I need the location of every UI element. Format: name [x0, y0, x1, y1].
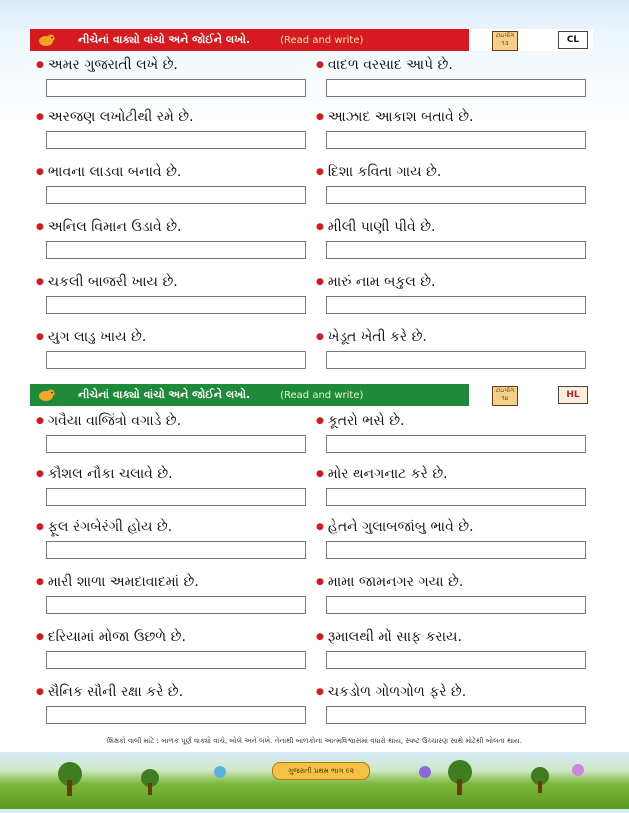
sentence-text: ● ચકલી બાજરી ખાય છે.	[36, 271, 296, 293]
sentence-text: ● ચકડોળ ગોળગોળ ફરે છે.	[316, 681, 576, 703]
write-box[interactable]	[46, 488, 306, 506]
page-number-label: ગુજરાતી પ્રથમ ભાગ ૯૨	[272, 762, 370, 780]
list-item	[316, 681, 576, 733]
write-box[interactable]	[326, 296, 586, 314]
section1-level-tag: CL	[558, 31, 588, 49]
write-box[interactable]	[46, 596, 306, 614]
sentence-text: ● ગવૈયા વાજિંત્રો વગાડે છે.	[36, 410, 296, 432]
write-box[interactable]	[46, 241, 306, 259]
write-box[interactable]	[46, 351, 306, 369]
ground-illustration	[0, 752, 629, 809]
list-item	[36, 161, 296, 213]
list-item	[36, 626, 296, 678]
list-item	[316, 54, 576, 106]
write-box[interactable]	[326, 596, 586, 614]
write-box[interactable]	[46, 296, 306, 314]
list-item	[316, 326, 576, 378]
write-box[interactable]	[326, 488, 586, 506]
sentence-text: ● ખેડૂત ખેતી કરે છે.	[316, 326, 576, 348]
sentence-text: ● વાદળ વરસાદ આપે છે.	[316, 54, 576, 76]
list-item	[316, 571, 576, 623]
list-item	[316, 516, 576, 568]
sentence-text: ● કૌશલ નૌકા ચલાવે છે.	[36, 463, 296, 485]
bird-icon	[36, 387, 56, 403]
list-item	[36, 516, 296, 568]
section2-instruction-en: (Read and write)	[280, 389, 364, 401]
write-box[interactable]	[326, 435, 586, 453]
list-item	[316, 106, 576, 158]
sentence-text: ● મીલી પાણી પીવે છે.	[316, 216, 576, 238]
list-item	[36, 216, 296, 268]
list-item	[316, 463, 576, 515]
sentence-text: ● કૂતરો ભસે છે.	[316, 410, 576, 432]
write-box[interactable]	[46, 131, 306, 149]
sentence-text: ● મામા જામનગર ગયા છે.	[316, 571, 576, 593]
section2-level-tag: HL	[558, 386, 588, 404]
list-item	[36, 410, 296, 462]
write-box[interactable]	[326, 241, 586, 259]
write-box[interactable]	[326, 706, 586, 724]
write-box[interactable]	[326, 541, 586, 559]
teacher-note: શિક્ષકો વાલી માટે : બાળક પૂર્ણ વાક્યો વાંચે, બોલે અને લખે. તેનાથી બાળકોના આત્મવિશ્વાસમાં વધારો થાય, સ્પષ્ટ ઉચ્ચારણ સાથે મોટેથી બોલતા થાય.	[106, 737, 522, 745]
write-box[interactable]	[46, 651, 306, 669]
section2-worksheet-badge: ટાઇપીંગ ૧૪	[492, 386, 518, 406]
sentence-text: ● આઝાદ આકાશ બતાવે છે.	[316, 106, 576, 128]
section2-header	[30, 384, 593, 406]
list-item	[316, 161, 576, 213]
section1-instruction-en: (Read and write)	[280, 34, 364, 46]
sentence-text: ● અમર ગુજરાતી લખે છે.	[36, 54, 296, 76]
write-box[interactable]	[46, 541, 306, 559]
list-item	[316, 626, 576, 678]
sentence-text: ● મોર થનગનાટ કરે છે.	[316, 463, 576, 485]
section1-instruction: નીચેનાં વાક્યો વાંચો અને જોઈને લખો.	[78, 33, 251, 46]
write-box[interactable]	[326, 79, 586, 97]
write-box[interactable]	[326, 131, 586, 149]
list-item	[316, 410, 576, 462]
sentence-text: ● યુગ લાડુ ખાય છે.	[36, 326, 296, 348]
sentence-text: ● અનિલ વિમાન ઉડાવે છે.	[36, 216, 296, 238]
write-box[interactable]	[46, 706, 306, 724]
list-item	[36, 571, 296, 623]
list-item	[36, 681, 296, 733]
section1-header	[30, 29, 593, 51]
sentence-text: ● સૈનિક સૌની રક્ષા કરે છે.	[36, 681, 296, 703]
sentence-text: ● મારું નામ બકુલ છે.	[316, 271, 576, 293]
list-item	[36, 326, 296, 378]
write-box[interactable]	[326, 651, 586, 669]
sentence-text: ● દરિયામાં મોજા ઉછળે છે.	[36, 626, 296, 648]
sentence-text: ● ભાવના લાડવા બનાવે છે.	[36, 161, 296, 183]
write-box[interactable]	[46, 186, 306, 204]
write-box[interactable]	[326, 351, 586, 369]
section1-worksheet-badge: ટાઇપીંગ ૧૩	[492, 31, 518, 51]
list-item	[36, 106, 296, 158]
sentence-text: ● મારી શાળા અમદાવાદમાં છે.	[36, 571, 296, 593]
section2-instruction: નીચેનાં વાક્યો વાંચો અને જોઈને લખો.	[78, 388, 251, 401]
list-item	[316, 271, 576, 323]
sentence-text: ● ફૂલ રંગબેરંગી હોય છે.	[36, 516, 296, 538]
list-item	[36, 463, 296, 515]
sentence-text: ● રૂમાલથી મોં સાફ કરાય.	[316, 626, 576, 648]
list-item	[316, 216, 576, 268]
list-item	[36, 54, 296, 106]
sentence-text: ● અરજણ લખોટીથી રમે છે.	[36, 106, 296, 128]
write-box[interactable]	[46, 79, 306, 97]
write-box[interactable]	[46, 435, 306, 453]
list-item	[36, 271, 296, 323]
sentence-text: ● દિશા કવિતા ગાય છે.	[316, 161, 576, 183]
write-box[interactable]	[326, 186, 586, 204]
sentence-text: ● હેતને ગુલાબજાંબુ ભાવે છે.	[316, 516, 576, 538]
bird-icon	[36, 32, 56, 48]
landscape-icon	[0, 752, 629, 809]
